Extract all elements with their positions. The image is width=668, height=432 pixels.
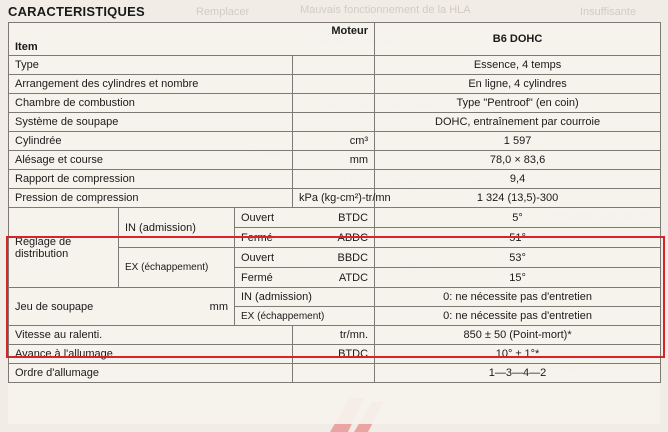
spec-table-wrapper [8,22,660,424]
timing-ex-label: EX (échappement) [119,248,235,288]
timing-value: 53° [375,248,661,268]
clearance-sub-label: IN (admission) [235,288,375,307]
row-unit: tr/mn. [293,326,375,345]
row-value: 850 ± 50 (Point-mort)* [375,326,661,345]
clearance-value: 0: ne nécessite pas d'entretien [375,288,661,307]
row-value: Type "Pentroof" (en coin) [375,94,661,113]
timing-row [9,208,661,228]
row-label: Alésage et course [9,151,293,170]
row-unit [293,75,375,94]
row-unit [293,94,375,113]
row-value: 10° ± 1°* [375,345,661,364]
clearance-unit: mm [119,288,235,326]
table-row [9,94,661,113]
row-value: DOHC, entraînement par courroie [375,113,661,132]
table-row [9,56,661,75]
row-unit: kPa (kg-cm²)-tr/mn [293,189,375,208]
timing-state: Ouvert [235,208,293,228]
table-row [9,151,661,170]
timing-ref: ABDC [293,228,375,248]
row-unit [293,364,375,383]
clearance-sub-label: EX (échappement) [235,307,375,326]
row-unit [293,170,375,189]
spec-table [8,22,661,383]
row-label: Arrangement des cylindres et nombre [9,75,293,94]
row-label: Ordre d'allumage [9,364,293,383]
timing-state: Ouvert [235,248,293,268]
table-row [9,170,661,189]
table-row [9,364,661,383]
row-unit [293,113,375,132]
timing-in-label: IN (admission) [119,208,235,248]
timing-value: 5° [375,208,661,228]
table-row [9,345,661,364]
row-label: Système de soupape [9,113,293,132]
header-item-label: Item [9,39,375,56]
table-row [9,189,661,208]
header-engine-value: B6 DOHC [375,23,661,56]
clearance-row [9,288,661,307]
row-label: Vitesse au ralenti. [9,326,293,345]
row-label: Rapport de compression [9,170,293,189]
row-label: Chambre de combustion [9,94,293,113]
table-row [9,113,661,132]
timing-state: Fermé [235,268,293,288]
timing-label: Réglage de distribution [9,208,119,288]
row-value: 1 597 [375,132,661,151]
row-value: 1—3—4—2 [375,364,661,383]
row-label: Avance à l'allumage [9,345,293,364]
row-label: Type [9,56,293,75]
clearance-value: 0: ne nécessite pas d'entretien [375,307,661,326]
header-row-engine [9,23,661,40]
table-row [9,326,661,345]
timing-value: 51° [375,228,661,248]
timing-ref: BBDC [293,248,375,268]
timing-ref: ATDC [293,268,375,288]
row-unit [293,56,375,75]
timing-ref: BTDC [293,208,375,228]
row-label: Pression de compression [9,189,293,208]
row-value: En ligne, 4 cylindres [375,75,661,94]
timing-state: Fermé [235,228,293,248]
clearance-label: Jeu de soupape [9,288,119,326]
row-unit: cm³ [293,132,375,151]
row-unit: mm [293,151,375,170]
row-value: Essence, 4 temps [375,56,661,75]
row-value: 9,4 [375,170,661,189]
table-row [9,75,661,94]
timing-value: 15° [375,268,661,288]
header-engine-label: Moteur [9,23,375,40]
row-label: Cylindrée [9,132,293,151]
row-unit: BTDC [293,345,375,364]
table-row [9,132,661,151]
page-title: CARACTERISTIQUES [8,4,145,19]
row-value: 78,0 × 83,6 [375,151,661,170]
row-value: 1 324 (13,5)-300 [375,189,661,208]
